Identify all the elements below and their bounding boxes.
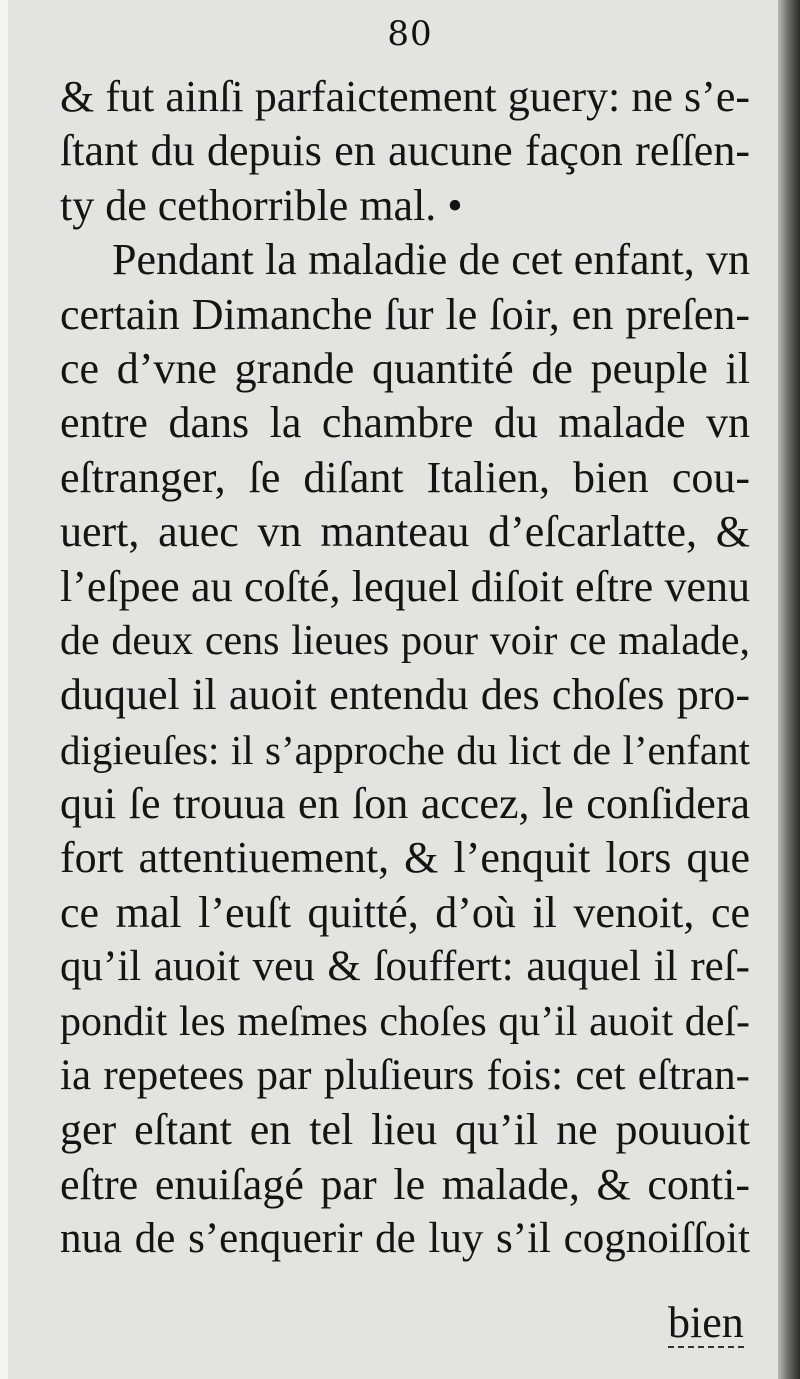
text-line-19: ia repetees par pluſieurs fois: cet eſtran- xyxy=(60,1052,750,1100)
text-line-2: ſtant du depuis en aucune façon reſſen- xyxy=(60,126,750,176)
text-line-14: qui ſe trouua en ſon accez, le conſidera xyxy=(60,779,750,829)
text-line-4: Pendant la maladie de cet enfant, vn xyxy=(112,235,750,285)
page-number: 80 xyxy=(387,14,433,54)
text-line-1: & fut ainſi parfaictement guery: ne s’e- xyxy=(60,72,750,121)
text-line-10: l’eſpee au coſté, lequel diſoit eſtre venu xyxy=(60,561,750,611)
page-binding-shadow xyxy=(778,0,800,1379)
text-line-21: eſtre enuiſagé par le malade, & conti- xyxy=(60,1159,750,1209)
body-text xyxy=(60,70,750,1267)
text-line-8: eſtranger, ſe diſant Italien, bien cou- xyxy=(60,452,750,502)
text-line-3: ty de cethorrible mal. • xyxy=(60,180,463,230)
page-left-margin xyxy=(0,0,8,1379)
text-line-18: pondit les meſmes choſes qu’il auoit deſ- xyxy=(60,998,750,1045)
text-line-22: nua de s’enquerir de luy s’il cognoiſſoit xyxy=(60,1215,750,1263)
text-line-12: duquel il auoit entendu des choſes pro- xyxy=(60,670,750,720)
text-line-6: ce d’vne grande quantité de peuple il xyxy=(60,343,750,393)
text-line-9: uert, auec vn manteau d’eſcarlatte, & xyxy=(60,507,750,557)
text-line-11: de deux cens lieues pour voir ce malade, xyxy=(60,617,750,664)
catchword: bien xyxy=(668,1298,744,1347)
text-line-15: fort attentiuement, & l’enquit lors que xyxy=(60,833,750,883)
text-line-5: certain Dimanche ſur le ſoir, en preſen- xyxy=(60,289,750,339)
text-line-17: qu’il auoit veu & ſouffert: auquel il reſ- xyxy=(60,943,750,991)
text-line-20: ger eſtant en tel lieu qu’il ne pouuoit xyxy=(60,1105,750,1155)
text-line-13: digieuſes: il s’approche du lict de l’enfant xyxy=(60,726,750,773)
text-line-16: ce mal l’euſt quitté, d’où il venoit, ce xyxy=(60,887,750,937)
text-line-7: entre dans la chambre du malade vn xyxy=(60,398,750,448)
